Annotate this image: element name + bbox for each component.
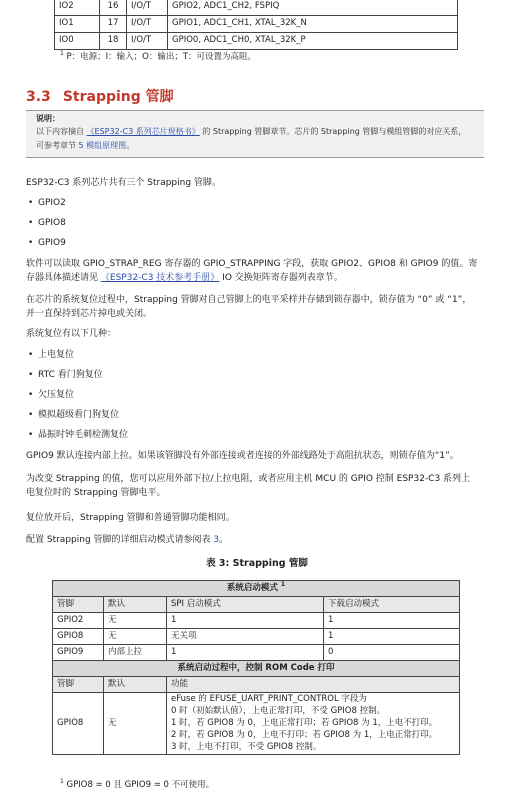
table-cell: IO2 — [55, 0, 100, 16]
note-line — [36, 127, 466, 138]
note-text: 可参考章节 — [36, 141, 76, 150]
paragraph — [26, 534, 496, 546]
function-line: 2 时，若 GPIO8 为 0，上电不打印；若 GPIO8 为 1，上电正常打印。 — [171, 729, 438, 740]
paragraph: 软件可以读取 GPIO_STRAP_REG 寄存器的 GPIO_STRAPPING 字段，获取 GPIO2、GPIO8 和 GPIO9 的值。寄 — [26, 259, 478, 269]
footnote-mark: 1 — [280, 580, 286, 588]
column-header: 管脚 — [53, 597, 104, 613]
strapping-table — [52, 580, 460, 755]
note-text: 的 Strapping 管脚章节。芯片的 Strapping 管脚与模组管脚的对应关系， — [202, 127, 467, 136]
table-cell: 无 — [104, 613, 167, 629]
table-cell: 1 — [167, 645, 324, 661]
table-group-header: 系统启动过程中，控制 ROM Code 打印 — [53, 661, 460, 677]
paragraph: 复位放开后，Strapping 管脚和普通管脚功能相同。 — [26, 513, 235, 523]
paragraph: 系统复位有以下几种： — [26, 329, 117, 339]
table-cell: 17 — [100, 16, 127, 33]
function-line: eFuse 的 EFUSE_UART_PRINT_CONTROL 字段为 — [171, 694, 367, 704]
section-number: 3.3 — [26, 89, 51, 105]
table-cell: 无 — [104, 693, 167, 755]
list-item: • 晶振时钟毛刺检测复位 — [38, 429, 128, 441]
table-row — [53, 693, 460, 755]
table-header-row — [53, 581, 460, 597]
note-text: 以下内容摘自 — [36, 127, 84, 136]
table-cell: I/O/T — [127, 33, 168, 50]
table-row — [53, 613, 460, 629]
table-caption: 表 3: Strapping 管脚 — [206, 558, 308, 569]
table-cell: I/O/T — [127, 0, 168, 16]
table-cell-function — [167, 693, 460, 755]
table-ref-link[interactable]: 3 — [213, 535, 220, 545]
table-cell: GPIO0, ADC1_CH0, XTAL_32K_P — [168, 33, 458, 50]
table-cell: 内部上拉 — [104, 645, 167, 661]
paragraph-text: 存器具体描述请见 — [26, 273, 99, 283]
paragraph: GPIO9 默认连接内部上拉。如果该管脚没有外部连接或者连接的外部线路处于高阻抗状态，则锁存值为“1”。 — [26, 451, 459, 461]
pin-table-fragment — [54, 0, 458, 50]
table-cell: I/O/T — [127, 16, 168, 33]
table-row — [53, 629, 460, 645]
function-line: 3 时，上电不打印，不受 GPIO8 控制。 — [171, 741, 322, 752]
table-row — [53, 645, 460, 661]
table-row — [55, 0, 458, 16]
table-column-header-row — [53, 597, 460, 613]
list-item: • 模拟超级看门狗复位 — [38, 409, 119, 421]
list-item: • RTC 看门狗复位 — [38, 369, 103, 381]
table-cell: IO0 — [55, 33, 100, 50]
paragraph-text: IO 交换矩阵寄存器列表章节。 — [222, 273, 343, 283]
table-cell: GPIO1, ADC1_CH1, XTAL_32K_N — [168, 16, 458, 33]
function-line: 1 时，若 GPIO8 为 0，上电正常打印；若 GPIO8 为 1，上电不打印。 — [171, 717, 438, 728]
note-box — [26, 110, 484, 158]
table-row — [55, 33, 458, 50]
function-line: 0 时（初始默认值），上电正常打印，不受 GPIO8 控制。 — [171, 705, 386, 716]
list-item: • 上电复位 — [38, 349, 74, 361]
table-column-header-row — [53, 677, 460, 693]
paragraph: 在芯片的系统复位过程中，Strapping 管脚对自己管脚上的电平采样并存储到锁存器中，锁存值为 “0” 或 “1”， — [26, 295, 472, 305]
list-item: • GPIO8 — [38, 217, 66, 229]
table-cell: 18 — [100, 33, 127, 50]
table-cell: 无 — [104, 629, 167, 645]
column-header: 管脚 — [53, 677, 104, 693]
paragraph: ESP32-C3 系列芯片共有三个 Strapping 管脚。 — [26, 178, 221, 188]
list-item: • GPIO9 — [38, 237, 66, 249]
table-group-header — [53, 581, 460, 597]
table-cell: 1 — [324, 629, 460, 645]
table-cell: GPIO2, ADC1_CH2, FSPIQ — [168, 0, 458, 16]
datasheet-link[interactable]: 《ESP32-C3 系列芯片规格书》 — [86, 127, 200, 136]
table-footnote — [60, 780, 214, 791]
table-cell: GPIO9 — [53, 645, 104, 661]
footnote-mark: 1 — [60, 50, 64, 58]
footnote-mark: 1 — [60, 778, 64, 786]
table-header-row — [53, 661, 460, 677]
header-text: 系统启动模式 — [226, 582, 278, 593]
table-cell: 1 — [167, 613, 324, 629]
note-text: 。 — [126, 141, 135, 150]
table-cell: GPIO2 — [53, 613, 104, 629]
column-header: 功能 — [167, 677, 460, 693]
column-header: 下载启动模式 — [324, 597, 460, 613]
table-cell: 16 — [100, 0, 127, 16]
table-footnote — [60, 52, 256, 63]
table-cell: 1 — [324, 613, 460, 629]
footnote-text: P：电源；I：输入；O：输出；T：可设置为高阻。 — [66, 52, 257, 62]
note-line — [36, 141, 134, 152]
table-cell: GPIO8 — [53, 629, 104, 645]
table-cell: GPIO8 — [53, 693, 104, 755]
table-cell: IO1 — [55, 16, 100, 33]
column-header: SPI 启动模式 — [167, 597, 324, 613]
paragraph: 为改变 Strapping 的值，您可以应用外部下拉/上拉电阻，或者应用主机 MCU 的 GPIO 控制 ESP32-C3 系列上 — [26, 474, 471, 484]
list-item: • 欠压复位 — [38, 389, 74, 401]
footnote-text: GPIO8 = 0 且 GPIO9 = 0 不可使用。 — [66, 780, 215, 790]
section-title: Strapping 管脚 — [62, 89, 174, 105]
trm-link[interactable]: 《ESP32-C3 技术参考手册》 — [100, 273, 220, 283]
paragraph: 并一直保持到芯片掉电或关闭。 — [26, 309, 153, 319]
note-title: 说明： — [36, 114, 60, 123]
section-heading — [26, 88, 174, 107]
column-header: 默认 — [104, 677, 167, 693]
schematic-link[interactable]: 5 模组原理图 — [78, 141, 127, 150]
list-item: • GPIO2 — [38, 197, 66, 209]
table-cell: 0 — [324, 645, 460, 661]
paragraph — [26, 272, 496, 284]
paragraph-text: 配置 Strapping 管脚的详细启动模式请参阅表 — [26, 535, 211, 545]
paragraph: 电复位时的 Strapping 管脚电平。 — [26, 488, 166, 498]
table-row — [55, 16, 458, 33]
column-header: 默认 — [104, 597, 167, 613]
paragraph-text: 。 — [219, 535, 229, 545]
table-cell: 无关项 — [167, 629, 324, 645]
